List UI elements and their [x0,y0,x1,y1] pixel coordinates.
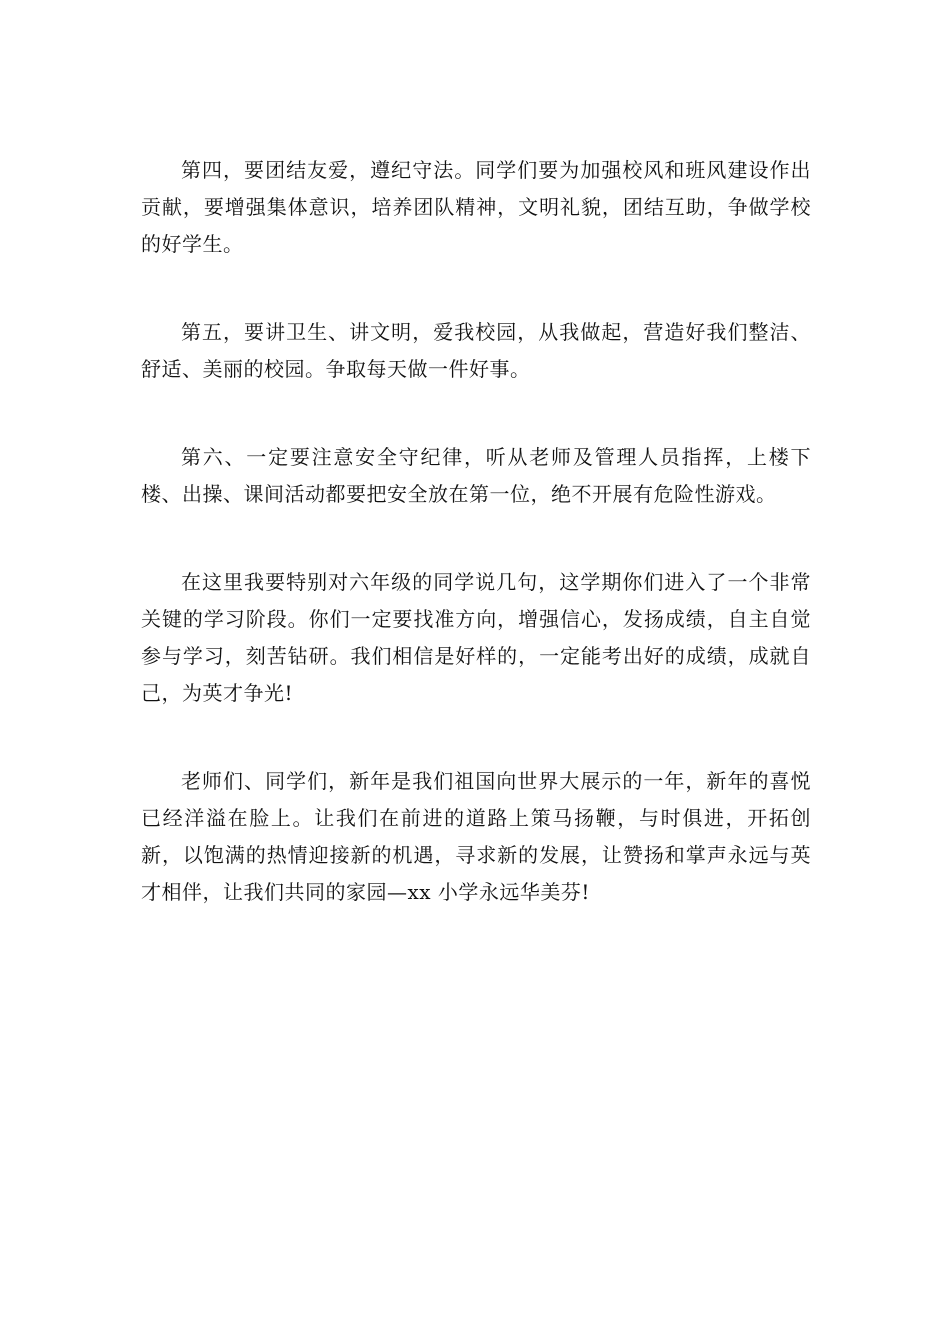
paragraph-grade-six-message: 在这里我要特别对六年级的同学说几句，这学期你们进入了一个非常关键的学习阶段。你们一定要找准方向，增强信心，发扬成绩，自主自觉参与学习，刻苦钻研。我们相信是好样的，一定能考出好的成绩，成就自己，为英才争光! [141,570,811,705]
paragraph-closing: 老师们、同学们，新年是我们祖国向世界大展示的一年，新年的喜悦已经洋溢在脸上。让我们在前进的道路上策马扬鞭，与时俱进，开拓创新，以饱满的热情迎接新的机遇，寻求新的发展，让赞扬和掌声永远与英才相伴，让我们共同的家园—xx 小学永远华美芬! [141,769,811,904]
paragraph-sixth-point: 第六、一定要注意安全守纪律，听从老师及管理人员指挥，上楼下楼、出操、课间活动都要把安全放在第一位，绝不开展有危险性游戏。 [141,445,811,506]
paragraph-fifth-point: 第五，要讲卫生、讲文明，爱我校园，从我做起，营造好我们整洁、舒适、美丽的校园。争取每天做一件好事。 [141,320,811,381]
paragraph-fourth-point: 第四，要团结友爱，遵纪守法。同学们要为加强校风和班风建设作出贡献，要增强集体意识，培养团队精神，文明礼貌，团结互助，争做学校的好学生。 [141,158,811,256]
document-body [141,152,811,962]
